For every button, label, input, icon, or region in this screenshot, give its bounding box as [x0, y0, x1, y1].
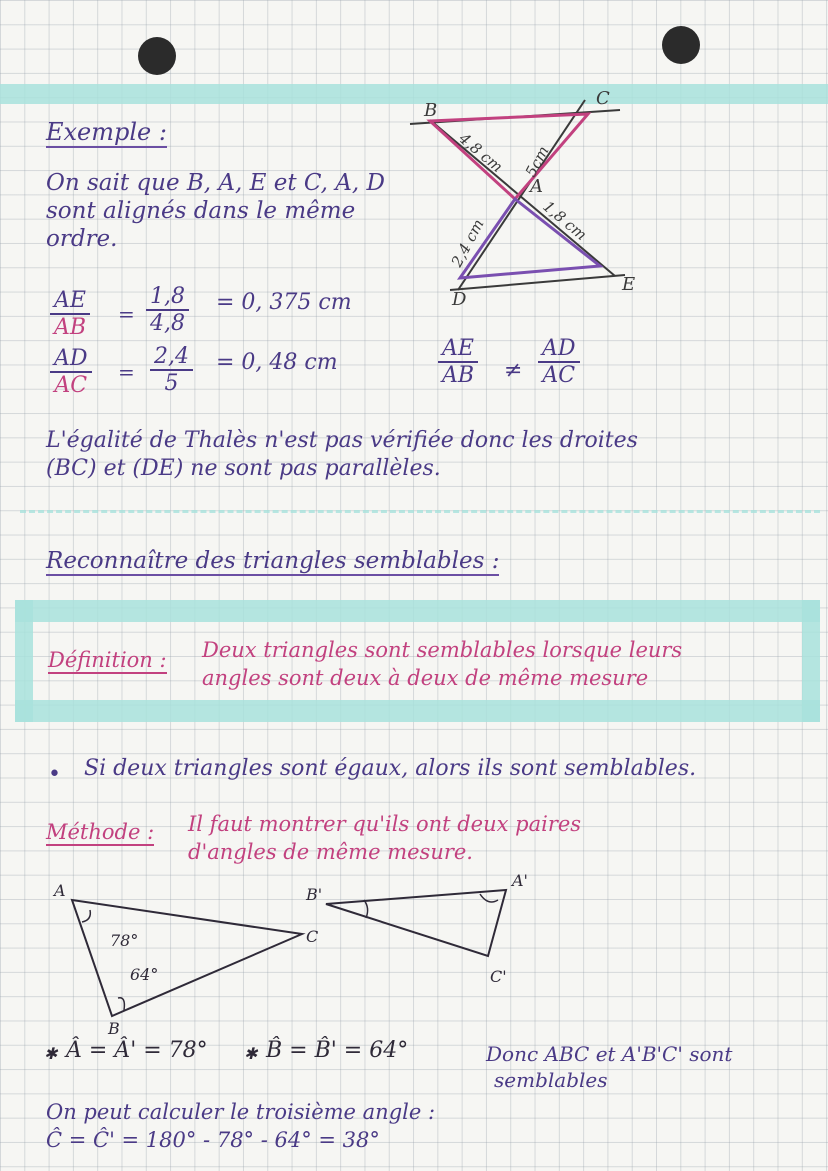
method-line1: Il faut montrer qu'ils ont deux paires: [188, 812, 582, 836]
section-title: Reconnaître des triangles semblables :: [46, 548, 500, 574]
point-C-label: C: [596, 90, 610, 109]
compare-neq: ≠: [504, 358, 523, 383]
third-angle-line2: Ĉ = Ĉ' = 180° - 78° - 64° = 38°: [46, 1128, 380, 1152]
definition-line2: angles sont deux à deux de même mesure: [202, 666, 649, 690]
ratio2-symbols: $\frac{AD}{AC}$: [50, 346, 92, 398]
definition-label: Définition :: [48, 648, 167, 672]
donc-line2: semblables: [494, 1068, 608, 1092]
third-angle-line1: On peut calculer le troisième angle :: [46, 1100, 436, 1124]
point-E-label: E: [622, 274, 636, 295]
teal-band-definition-bottom: [15, 700, 820, 722]
compare-left: $\frac{AE}{AB}$: [438, 336, 478, 388]
ratio2-equals: =: [118, 360, 135, 384]
teal-band-definition-top: [15, 600, 820, 622]
t2-vertex-C: C': [490, 967, 507, 986]
eq1-star: ✱: [44, 1044, 58, 1063]
ratio1-result: = 0, 375 cm: [216, 290, 352, 315]
example-title: Exemple :: [46, 118, 167, 146]
t1-vertex-A: A: [54, 881, 66, 900]
point-D-label: D: [452, 289, 467, 310]
t1-vertex-C: C: [306, 927, 319, 946]
bullet-dot: •: [48, 762, 61, 787]
bullet-text: Si deux triangles sont égaux, alors ils sont semblables.: [84, 756, 697, 781]
t1-angle-B: 64°: [130, 965, 159, 984]
method-line2: d'angles de même mesure.: [188, 840, 473, 864]
eq1: Â = Â' = 78°: [66, 1038, 208, 1063]
section-separator: [20, 510, 820, 513]
length-AD-label: 2,4 cm: [447, 216, 488, 270]
ratio2-values: $\frac{2,4}{5}$: [150, 344, 193, 396]
eq2: B̂ = B̂' = 64°: [266, 1038, 409, 1063]
method-label: Méthode :: [46, 820, 155, 844]
ratio1-equals: =: [118, 302, 135, 326]
donc-line1: Donc ABC et A'B'C' sont: [486, 1042, 733, 1066]
definition-line1: Deux triangles sont semblables lorsque leurs: [202, 638, 683, 662]
point-B-label: B: [424, 100, 438, 121]
teal-band-definition-left: [15, 600, 33, 722]
example-intro-line2: sont alignés dans le même: [46, 198, 356, 224]
teal-band-definition-right: [802, 600, 820, 722]
example-intro-line1: On sait que B, A, E et C, A, D: [46, 170, 385, 196]
point-A-label: A: [530, 176, 543, 197]
ratio2-result: = 0, 48 cm: [216, 350, 338, 375]
ratio1-values: $\frac{1,8}{4,8}$: [146, 284, 189, 336]
similar-triangles-figure: [40, 870, 560, 1050]
conclusion-line1: L'égalité de Thalès n'est pas vérifiée donc les droites: [46, 428, 638, 453]
length-AC-label: 5cm: [521, 143, 553, 180]
thales-figure: [400, 90, 660, 310]
length-AB-label: 4,8 cm: [455, 129, 507, 177]
punch-hole-left: [138, 37, 176, 75]
length-AE-label: 1,8 cm: [539, 197, 591, 245]
eq2-star: ✱: [244, 1044, 258, 1063]
t1-angle-A: 78°: [110, 931, 139, 950]
t1-vertex-B: B: [108, 1019, 120, 1038]
punch-hole-right: [662, 26, 700, 64]
t2-vertex-A: A': [512, 871, 528, 890]
compare-right: $\frac{AD}{AC}$: [538, 336, 580, 388]
conclusion-line2: (BC) et (DE) ne sont pas parallèles.: [46, 456, 441, 481]
t2-vertex-B: B': [306, 885, 323, 904]
example-intro-line3: ordre.: [46, 226, 118, 252]
ratio1-symbols: $\frac{AE}{AB}$: [50, 288, 90, 340]
